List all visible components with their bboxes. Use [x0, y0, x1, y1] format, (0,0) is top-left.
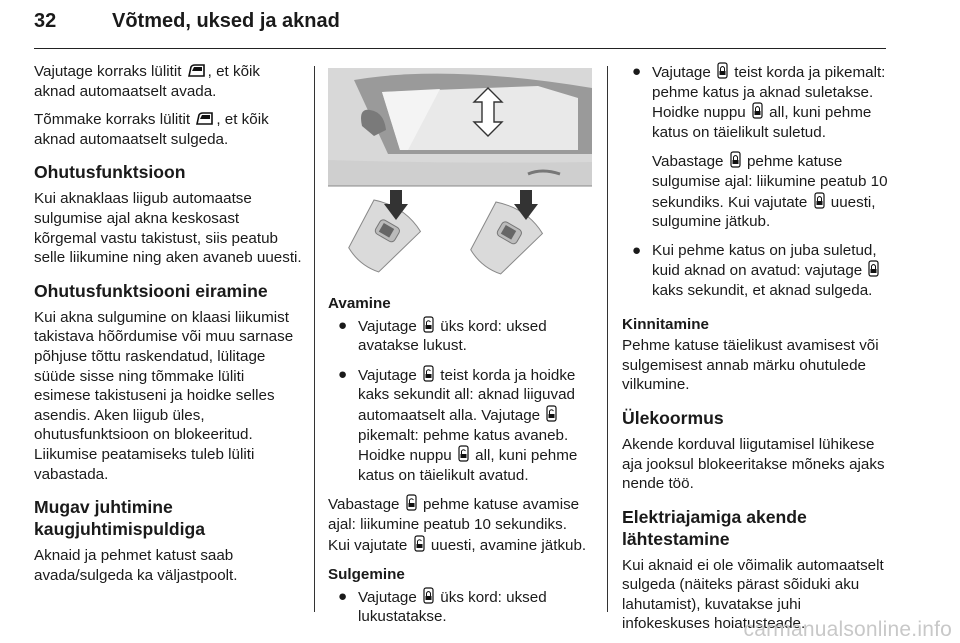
lock-button-icon	[814, 192, 825, 209]
lock-button-icon	[717, 62, 728, 79]
unlock-button-icon	[546, 405, 557, 422]
unlock-button-icon	[406, 494, 417, 511]
page-number: 32	[34, 10, 57, 32]
column-left	[34, 62, 304, 594]
heading-remote: Mugav juhtimine kaugjuhtimispuldiga	[34, 497, 206, 540]
paragraph-remote: Aknaid ja pehmet katust saab avada/sulgeda ka väljastpoolt.	[34, 547, 238, 584]
paragraph-safety: Kui aknaklaas liigub automaatse sulgumise ajal akna keskosast kõrgemal vastu takistust, siis peatub selle liikumine ning aken avaneb uuesti.	[34, 190, 302, 267]
window-switch-icon	[196, 111, 214, 126]
lock-button-icon	[868, 260, 879, 277]
column-right	[622, 62, 890, 643]
heading-fix: Kinnitamine	[622, 315, 709, 333]
paragraph-release-close: Vabastage pehme katuse sulgumise ajal: liikumine peatub 10 sekundiks. Kui vajutate uuesti, sulgumine jätkub.	[652, 153, 888, 231]
lock-button-icon	[752, 102, 763, 119]
paragraph-release-open: Vabastage pehme katuse avamise ajal: liikumine peatub 10 sekundiks. Kui vajutate uuesti, avamine jätkub.	[328, 496, 587, 554]
window-switch-icon	[188, 63, 206, 78]
remote-window-figure	[328, 68, 592, 276]
heading-close: Sulgemine	[328, 566, 405, 584]
list-item: ● Vajutage teist korda ja hoidke kaks sekundit all: aknad liiguvad automaatselt alla. Vajutage pikemalt: pehme katus avaneb. Hoidke nuppu all, kuni pehme katus on täielikult avatud.	[338, 365, 578, 484]
remote-key-right	[465, 198, 546, 276]
list-item: ● Kui pehme katus on juba suletud, kuid aknad on avatud: vajutage kaks sekundit, et aknad sulgeda.	[622, 241, 890, 301]
unlock-button-icon	[423, 316, 434, 333]
paragraph-override: Kui akna sulgumine on klaasi liikumist takistava hõõrdumise või muu sarnase põhjuse tõttu raskendatud, lülitage süüde sisse ning tõmmake lüliti esimese takistuseni ja hoidke selles asendis. Aken liigub üles, ohutusfunktsioon on blokeeritud. Liikumise peatamiseks tuleb lüliti vabastada.	[34, 308, 294, 483]
column-middle	[328, 288, 592, 636]
paragraph-overload: Akende korduval liigutamisel lühikese aja jooksul blokeeritakse mõneks ajaks nende töö.	[622, 435, 885, 493]
unlock-button-icon	[414, 535, 425, 552]
unlock-button-icon	[458, 445, 469, 462]
heading-overload: Ülekoormus	[622, 407, 724, 428]
watermark[interactable]: carmanualsonline.info	[743, 618, 952, 641]
paragraph-init: Kui aknaid ei ole võimalik automaatselt sulgeda (näiteks pärast sõiduki aku lahutamist), kuvatakse juhi infokeskuses hoiatusteade.	[622, 556, 884, 633]
heading-open: Avamine	[328, 295, 391, 312]
lock-button-icon	[730, 151, 741, 168]
heading-override: Ohutusfunktsiooni eiramine	[34, 280, 268, 301]
heading-init: Elektriajamiga akende lähtestamine	[622, 506, 807, 549]
column-divider-2	[607, 66, 608, 612]
lock-button-icon	[423, 587, 434, 604]
list-item: ● Vajutage üks kord: uksed lukustatakse.	[338, 587, 547, 626]
paragraph-close-all: Tõmmake korraks lülitit , et kõik aknad automaatselt sulgeda.	[34, 111, 269, 148]
chapter-title: Võtmed, uksed ja aknad	[112, 10, 340, 32]
column-divider-1	[314, 66, 315, 612]
remote-key-left	[343, 196, 424, 276]
paragraph-open-all: Vajutage korraks lülitit , et kõik aknad automaatselt avada.	[34, 63, 261, 100]
car-window-illustration	[328, 68, 592, 186]
heading-safety: Ohutusfunktsioon	[34, 162, 186, 183]
list-item: ● Vajutage üks kord: uksed avatakse lukust.	[338, 316, 547, 355]
paragraph-fix: Pehme katuse täielikust avamisest või sulgemisest annab märku ohutulede vilkumine.	[622, 337, 879, 394]
list-item: ● Vajutage teist korda ja pikemalt: pehme katus ja aknad suletakse. Hoidke nuppu all, kuni pehme katus on täielikult suletud.	[632, 63, 886, 141]
page-header	[34, 0, 886, 49]
unlock-button-icon	[423, 365, 434, 382]
